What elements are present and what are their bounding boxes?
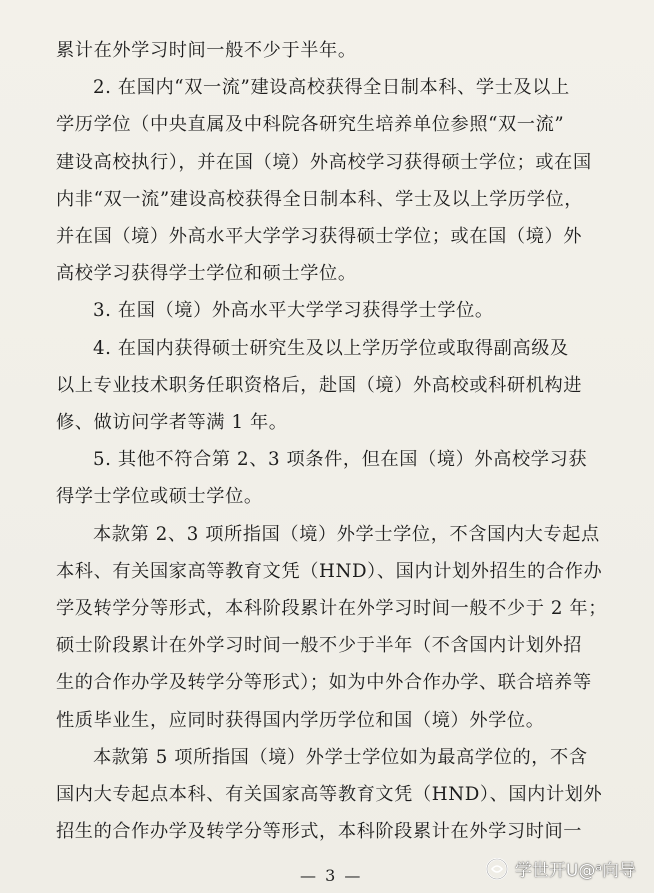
text-line: 并在国（境）外高水平大学学习获得硕士学位；或在国（境）外 [56, 226, 583, 247]
text-line: 本科、有关国家高等教育文凭（HND）、国内计划外招生的合作办 [56, 560, 603, 582]
text-line: 修、做访问学者等满 1 年。 [56, 412, 288, 433]
text-line: 招生的合作办学及转学分等形式，本科阶段累计在外学习时间一 [56, 821, 583, 843]
text-line: 生的合作办学及转学分等形式）；如为中外合作办学、联合培养等 [56, 672, 592, 694]
text-line: 国内大专起点本科、有关国家高等教育文凭（HND）、国内计划外 [56, 784, 603, 805]
text-line: 硕士阶段累计在外学习时间一般不少于半年（不含国内计划外招 [56, 635, 583, 657]
watermark [485, 856, 636, 881]
text-line: 高校学习获得学士学位和硕士学位。 [56, 263, 357, 285]
text-line: 内非“双一流”建设高校获得全日制本科、学士及以上学历学位， [56, 188, 584, 210]
text-line: 本款第 2、3 项所指国（境）外学士学位，不含国内大专起点 [93, 523, 600, 545]
wechat-channel-icon [485, 857, 509, 881]
text-line: 性质毕业生，应同时获得国内学历学位和国（境）外学位。 [56, 709, 545, 731]
text-line: 本款第 5 项所指国（境）外学士学位如为最高学位的，不含 [93, 746, 588, 768]
watermark-text: 学世开U@ᵃ向导 [514, 861, 636, 881]
text-line: 4. 在国内获得硕士研究生及以上学历学位或取得副高级及 [93, 337, 569, 359]
page-number: — 3 — [300, 866, 363, 885]
text-line: 5. 其他不符合第 2、3 项条件，但在国（境）外高校学习获 [93, 449, 588, 471]
text-line: 得学士学位或硕士学位。 [56, 486, 263, 508]
text-line: 学历学位（中央直属及中科院各研究生培养单位参照“双一流” [56, 114, 565, 136]
text-line: 2. 在国内“双一流”建设高校获得全日制本科、学士及以上 [93, 77, 570, 99]
text-line: 建设高校执行），并在国（境）外高校学习获得硕士学位；或在国 [56, 151, 592, 173]
text-line: 学及转学分等形式，本科阶段累计在外学习时间一般不少于 2 年； [56, 598, 607, 619]
text-line: 以上专业技术职务任职资格后，赴国（境）外高校或科研机构进 [56, 374, 583, 396]
text-line: 3. 在国（境）外高水平大学学习获得学士学位。 [93, 300, 494, 322]
text-line: 累计在外学习时间一般不少于半年。 [56, 40, 357, 61]
